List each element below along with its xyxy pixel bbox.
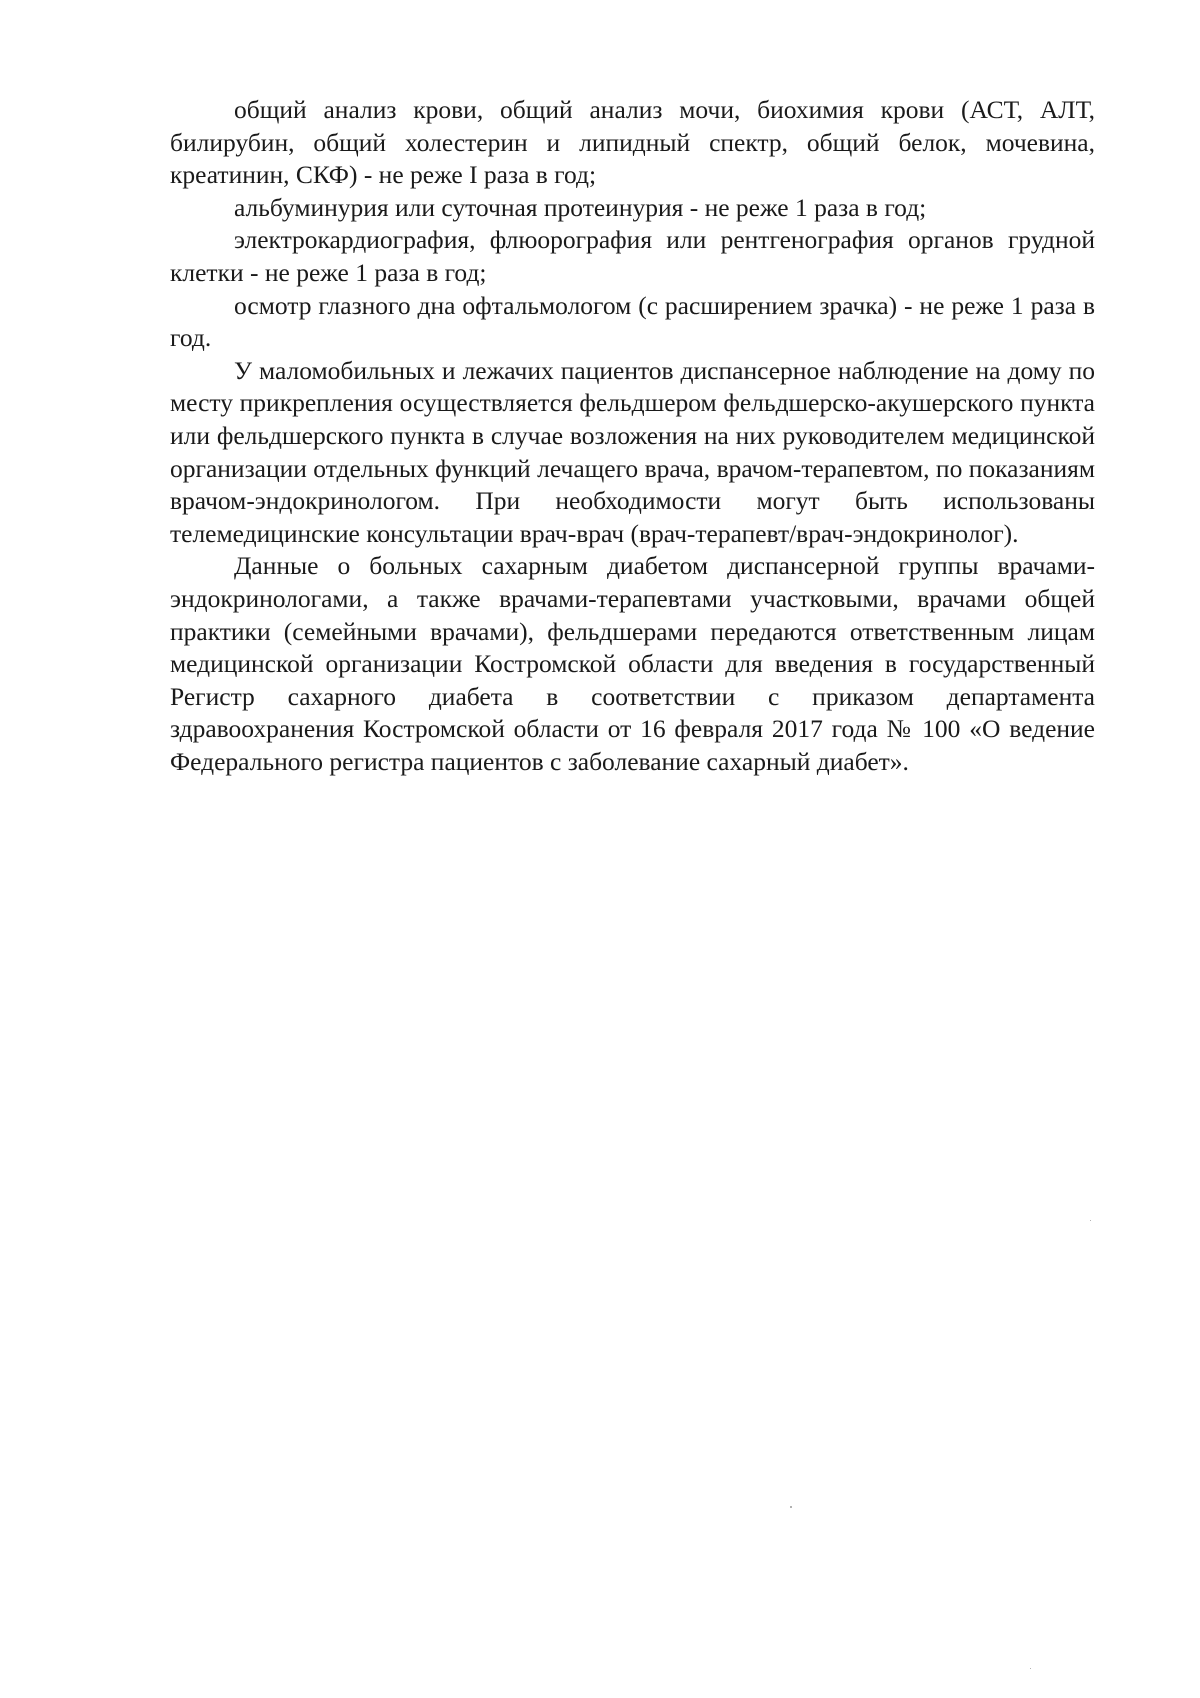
scan-speck — [1090, 1220, 1091, 1221]
paragraph-eye-exam: осмотр глазного дна офтальмологом (с расширением зрачка) - не реже 1 раза в год. — [170, 290, 1095, 353]
paragraph-lab-tests: общий анализ крови, общий анализ мочи, биохимия крови (АСТ, АЛТ, билирубин, общий холестерин и липидный спектр, общий белок, мочевина, креатинин, СКФ) - не реже I раза в год; — [170, 95, 1095, 190]
document-body — [170, 94, 1095, 778]
paragraph-home-observation: У маломобильных и лежачих пациентов диспансерное наблюдение на дому по месту прикрепления осуществляется фельдшером фельдшерско-акушерского пункта или фельдшерского пункта в случае возложения на них руководителем медицинской организации отдельных функций лечащего врача, врачом-терапевтом, по показаниям врачом-эндокринологом. При необходимости могут быть использованы телемедицинские консультации врач-врач (врач-терапевт/врач-эндокринолог). — [170, 355, 1095, 548]
paragraph-albuminuria: альбуминурия или суточная протеинурия - не реже 1 раза в год; — [234, 192, 927, 222]
scan-speck — [1030, 1668, 1031, 1669]
scan-speck — [790, 1506, 792, 1508]
paragraph-registry: Данные о больных сахарным диабетом диспансерной группы врачами-эндокринологами, а также врачами-терапевтами участковыми, врачами общей практики (семейными врачами), фельдшерами передаются ответственным лицам медицинской организации Костромской области для введения в государственный Регистр сахарного диабета в соответствии с приказом департамента здравоохранения Костромской области от 16 февраля 2017 года № 100 «О ведение Федерального регистра пациентов с заболевание сахарный диабет». — [170, 551, 1095, 776]
paragraph-ecg: электрокардиография, флюорография или рентгенография органов грудной клетки - не реже 1 раза в год; — [170, 225, 1095, 287]
